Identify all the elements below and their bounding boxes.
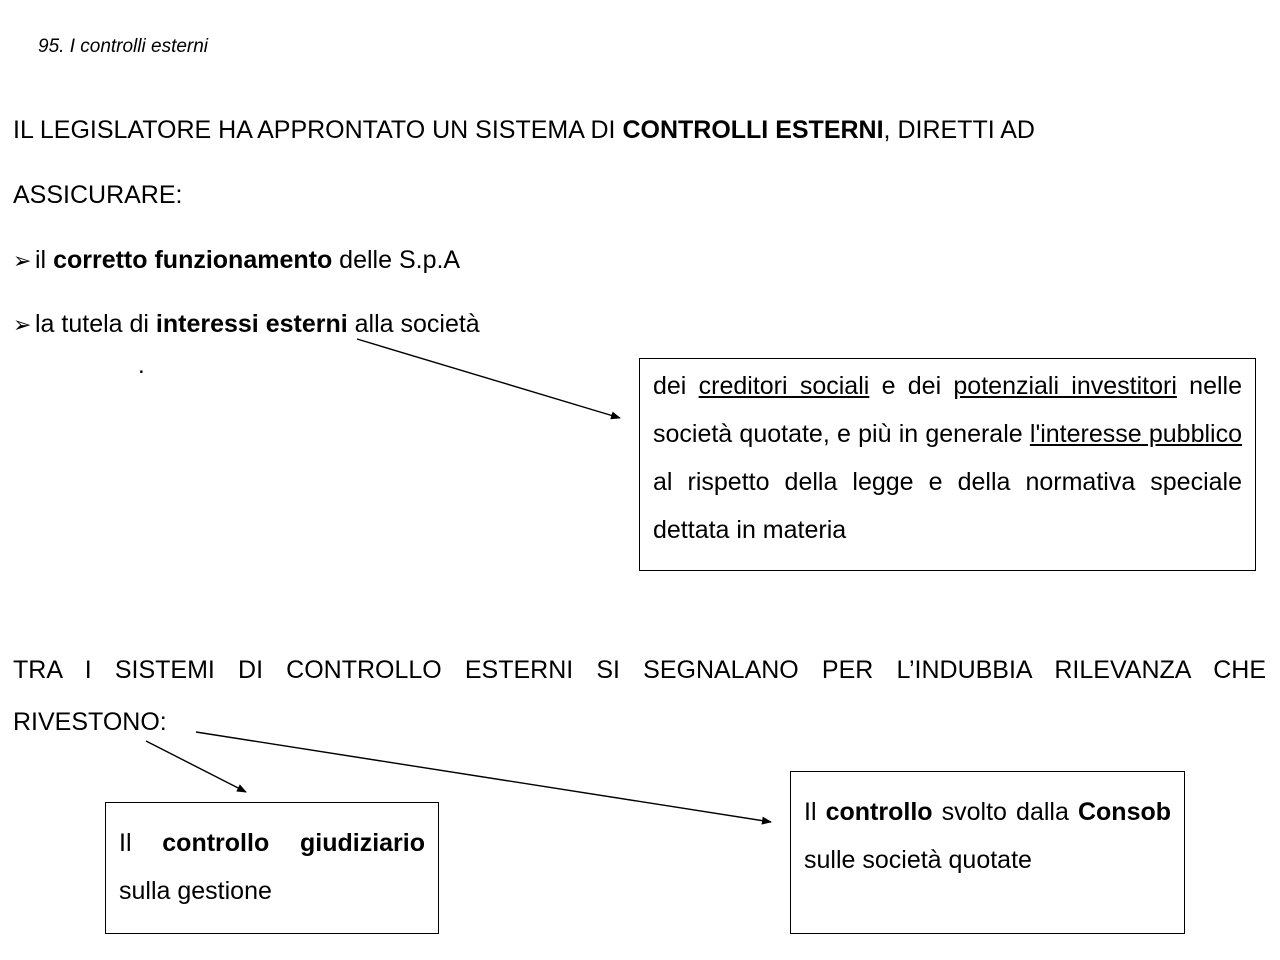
interests-text: al rispetto della legge e della normativa speciale dettata in materia: [653, 468, 1242, 544]
arrow-to-judicial-box: [146, 741, 246, 792]
potenziali-investitori: potenziali investitori: [953, 372, 1177, 400]
consob-text-bold-consob: Consob: [1077, 798, 1172, 826]
judicial-text-bold: controllo giudiziario: [162, 829, 425, 857]
intro-line-1: [13, 116, 1035, 145]
judicial-control-box: [105, 802, 439, 934]
bullet-text-bold: corretto funzionamento: [53, 246, 333, 274]
intro-text-b: , DIRETTI AD: [883, 116, 1035, 144]
interesse-pubblico: l'interesse pubblico: [1029, 420, 1242, 448]
consob-text-bold-controllo: controllo: [825, 798, 933, 826]
bullet-corretto-funzionamento: [13, 246, 460, 275]
arrow-to-interests-box: [357, 339, 620, 418]
page-title: 95. I controlli esterni: [38, 36, 209, 57]
consob-text-mid: svolto dalla: [932, 798, 1078, 826]
judicial-text-pre: Il: [119, 829, 163, 857]
systems-line-2: RIVESTONO:: [13, 708, 167, 736]
consob-text-pre: Il: [804, 798, 826, 826]
interests-box: [639, 358, 1256, 571]
judicial-text-post: sulla gestione: [119, 877, 272, 905]
systems-line-1: TRA I SISTEMI DI CONTROLLO ESTERNI SI SEGNALANO PER L’INDUBBIA RILEVANZA CHE: [13, 656, 1266, 684]
creditori-sociali: creditori sociali: [698, 372, 870, 400]
bullet-text-pre: la tutela di: [35, 310, 156, 338]
consob-text-post: sulle società quotate: [804, 846, 1032, 874]
bullet-text-bold: interessi esterni: [155, 310, 348, 338]
arrow-bullet-icon: ➢: [13, 312, 32, 337]
consob-control-box: [790, 771, 1185, 934]
intro-bold-controlli-esterni: CONTROLLI ESTERNI: [622, 116, 884, 144]
interests-text: nelle società quotate, e più in generale: [653, 372, 1242, 448]
interests-text: e dei: [869, 372, 954, 400]
interests-text: dei: [653, 372, 699, 400]
bullet-text-post: delle S.p.A: [332, 246, 461, 274]
intro-text-a: IL LEGISLATORE HA APPRONTATO UN SISTEMA DI: [13, 116, 623, 144]
bullet-interessi-esterni: [13, 310, 480, 339]
arrow-bullet-icon: ➢: [13, 248, 32, 273]
bullet-text-post: alla società: [347, 310, 480, 338]
intro-line-2: ASSICURARE:: [13, 181, 183, 209]
bullet-text-pre: il: [35, 246, 54, 274]
stray-dot: .: [138, 352, 145, 379]
